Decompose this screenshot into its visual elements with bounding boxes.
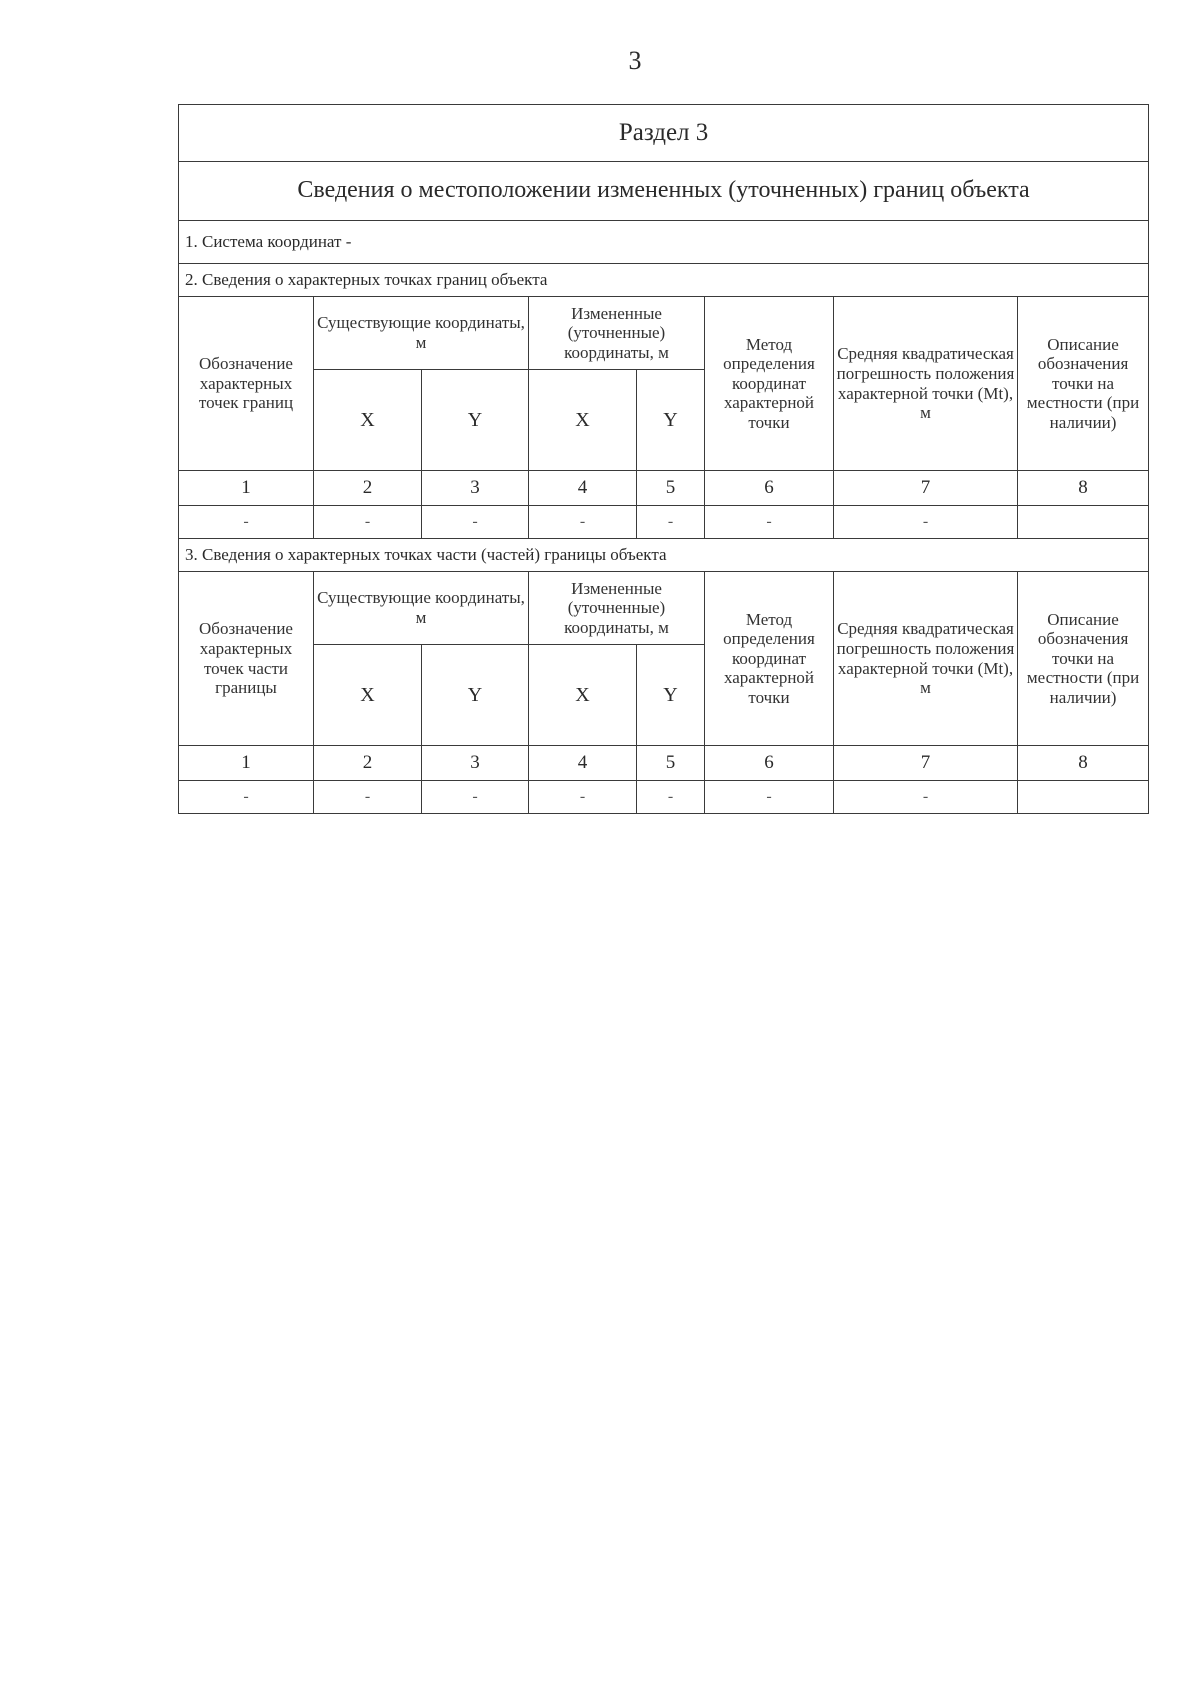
part2-num: 7 [834, 471, 1018, 506]
part3-cell: - [422, 781, 529, 814]
part2-cell: - [705, 506, 834, 539]
part2-col-point: Обозначение характерных точек границ [179, 297, 314, 471]
section-3-table [178, 104, 1149, 814]
part2-cell: - [529, 506, 637, 539]
part2-changed-x: X [529, 370, 637, 471]
part3-changed-x: X [529, 645, 637, 746]
part2-cell: - [314, 506, 422, 539]
part3-cell: - [834, 781, 1018, 814]
part2-num: 8 [1018, 471, 1149, 506]
part3-col-existing: Существующие координаты, м [314, 572, 529, 645]
coordinate-system: 1. Система координат - [179, 221, 1149, 264]
part3-num: 8 [1018, 746, 1149, 781]
part2-cell: - [179, 506, 314, 539]
part3-cell [1018, 781, 1149, 814]
part2-existing-y: Y [422, 370, 529, 471]
part2-col-method: Метод определения координат характерной точки [705, 297, 834, 471]
part3-col-method: Метод определения координат характерной точки [705, 572, 834, 746]
part3-num: 2 [314, 746, 422, 781]
part3-changed-y: Y [637, 645, 705, 746]
part2-cell [1018, 506, 1149, 539]
table-row [179, 506, 1149, 539]
part2-existing-x: X [314, 370, 422, 471]
part3-cell: - [637, 781, 705, 814]
part3-col-point: Обозначение характерных точек части границы [179, 572, 314, 746]
part2-num: 2 [314, 471, 422, 506]
part2-num: 5 [637, 471, 705, 506]
part2-col-error: Средняя квадратическая погрешность положения характерной точки (Mt), м [834, 297, 1018, 471]
part2-cell: - [637, 506, 705, 539]
part2-col-changed: Измененные (уточненные) координаты, м [529, 297, 705, 370]
part3-col-changed: Измененные (уточненные) координаты, м [529, 572, 705, 645]
part3-num: 7 [834, 746, 1018, 781]
part2-cell: - [422, 506, 529, 539]
part3-heading: 3. Сведения о характерных точках части (частей) границы объекта [179, 539, 1149, 572]
part3-existing-x: X [314, 645, 422, 746]
part3-num: 6 [705, 746, 834, 781]
section-subtitle: Сведения о местоположении измененных (уточненных) границ объекта [179, 162, 1149, 221]
part2-col-desc: Описание обозначения точки на местности (при наличии) [1018, 297, 1149, 471]
part3-cell: - [314, 781, 422, 814]
part2-heading: 2. Сведения о характерных точках границ объекта [179, 264, 1149, 297]
part3-existing-y: Y [422, 645, 529, 746]
part2-numbers-row [179, 471, 1149, 506]
part2-num: 4 [529, 471, 637, 506]
part2-num: 1 [179, 471, 314, 506]
part2-cell: - [834, 506, 1018, 539]
part2-changed-y: Y [637, 370, 705, 471]
part3-cell: - [179, 781, 314, 814]
section-title: Раздел 3 [179, 105, 1149, 162]
page-number: 3 [628, 46, 642, 75]
part3-num: 1 [179, 746, 314, 781]
part3-cell: - [529, 781, 637, 814]
part3-col-desc: Описание обозначения точки на местности (при наличии) [1018, 572, 1149, 746]
part2-col-existing: Существующие координаты, м [314, 297, 529, 370]
part3-num: 4 [529, 746, 637, 781]
part3-cell: - [705, 781, 834, 814]
part3-num: 3 [422, 746, 529, 781]
part3-col-error: Средняя квадратическая погрешность положения характерной точки (Mt), м [834, 572, 1018, 746]
part3-numbers-row [179, 746, 1149, 781]
table-row [179, 781, 1149, 814]
part3-num: 5 [637, 746, 705, 781]
part2-num: 3 [422, 471, 529, 506]
part2-num: 6 [705, 471, 834, 506]
